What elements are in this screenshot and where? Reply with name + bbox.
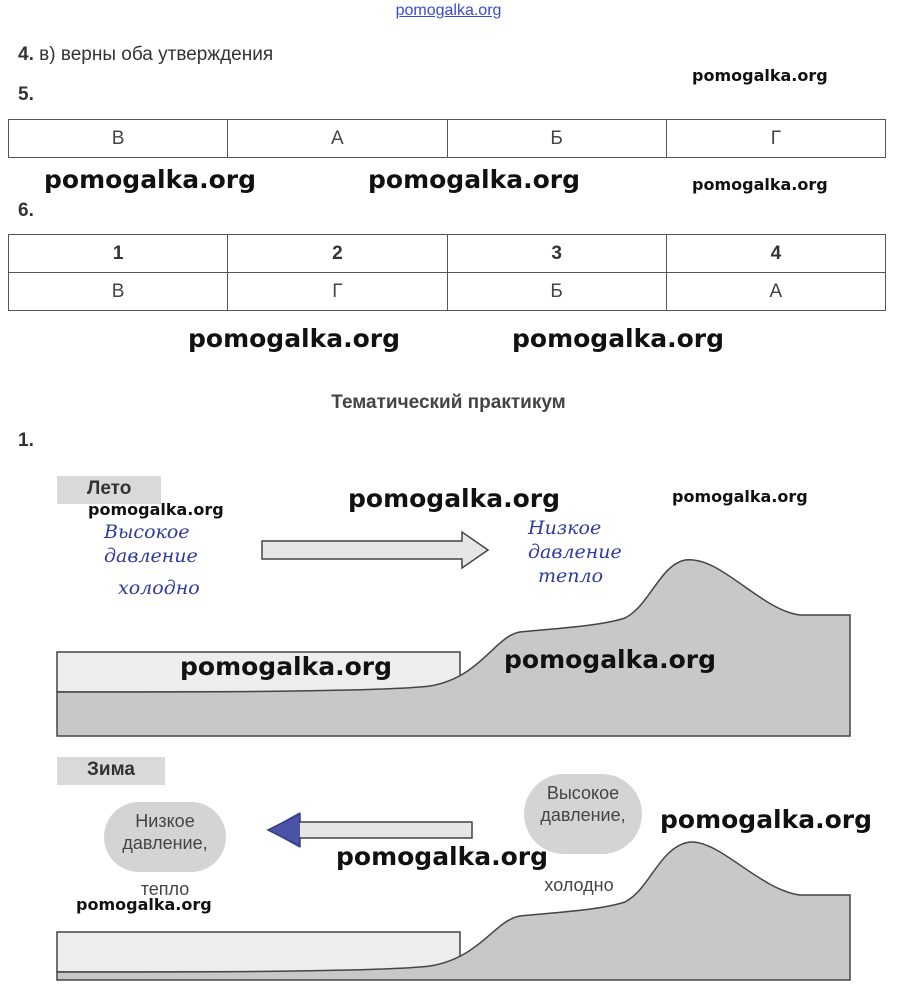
table-row	[9, 120, 886, 158]
question-6	[18, 200, 34, 222]
table-cell: Г	[228, 273, 447, 311]
question-4-number: 4.	[18, 44, 34, 65]
watermark: pomogalka.org	[180, 652, 393, 681]
note-line: давление,	[540, 805, 626, 825]
table-header-cell: 2	[228, 235, 447, 273]
watermark: pomogalka.org	[188, 324, 401, 353]
watermark: pomogalka.org	[88, 500, 224, 519]
note-line: Высокое	[546, 783, 620, 803]
table-cell: А	[666, 273, 885, 311]
watermark: pomogalka.org	[660, 805, 873, 834]
watermark: pomogalka.org	[336, 842, 549, 871]
question-5	[18, 84, 34, 106]
note-line: Низкое	[135, 811, 195, 831]
table-header-row	[9, 235, 886, 273]
summer-label: Лето	[57, 476, 161, 504]
summer-right-note	[528, 516, 622, 588]
note-line: давление	[104, 545, 198, 567]
watermark: pomogalka.org	[44, 165, 257, 194]
table-row	[9, 273, 886, 311]
table-header-cell: 3	[447, 235, 666, 273]
note-line: давление,	[122, 833, 208, 853]
note-line: давление	[528, 541, 622, 563]
table-header-cell: 4	[666, 235, 885, 273]
table-cell: В	[9, 120, 228, 158]
table-cell: Г	[666, 120, 885, 158]
arrow-head-ink	[268, 812, 300, 848]
note-line: Низкое	[528, 517, 602, 539]
watermark: pomogalka.org	[348, 484, 561, 513]
watermark: pomogalka.org	[692, 175, 828, 194]
winter-label: Зима	[57, 757, 165, 785]
watermark: pomogalka.org	[692, 66, 828, 85]
answer-table-6	[8, 234, 886, 311]
table-cell: В	[9, 273, 228, 311]
question-6-number: 6.	[18, 200, 34, 221]
question-5-number: 5.	[18, 84, 34, 105]
table-header-cell: 1	[9, 235, 228, 273]
winter-right-note-extra	[520, 874, 638, 896]
question-4-answer: в) верны оба утверждения	[39, 44, 274, 65]
question-4	[18, 44, 273, 66]
practicum-item-1-number: 1.	[18, 430, 34, 451]
answer-table-5	[8, 119, 886, 158]
note-line: холодно	[118, 577, 200, 599]
summer-left-note	[104, 520, 200, 600]
watermark: pomogalka.org	[368, 165, 581, 194]
table-cell: А	[228, 120, 447, 158]
table-cell: Б	[447, 120, 666, 158]
watermark: pomogalka.org	[672, 487, 808, 506]
note-line: тепло	[140, 879, 190, 899]
section-title: Тематический практикум	[331, 392, 566, 413]
note-line: Высокое	[104, 521, 190, 543]
watermark: pomogalka.org	[76, 895, 212, 914]
winter-left-note	[104, 810, 226, 854]
practicum-item-1	[18, 430, 34, 452]
note-line: холодно	[544, 875, 614, 895]
winter-right-note	[524, 782, 642, 826]
watermark: pomogalka.org	[504, 645, 717, 674]
table-cell: Б	[447, 273, 666, 311]
note-line: тепло	[538, 565, 604, 587]
sea	[57, 932, 460, 972]
arrow-right	[262, 532, 488, 568]
site-link-top[interactable]: pomogalka.org	[395, 2, 502, 19]
watermark: pomogalka.org	[512, 324, 725, 353]
